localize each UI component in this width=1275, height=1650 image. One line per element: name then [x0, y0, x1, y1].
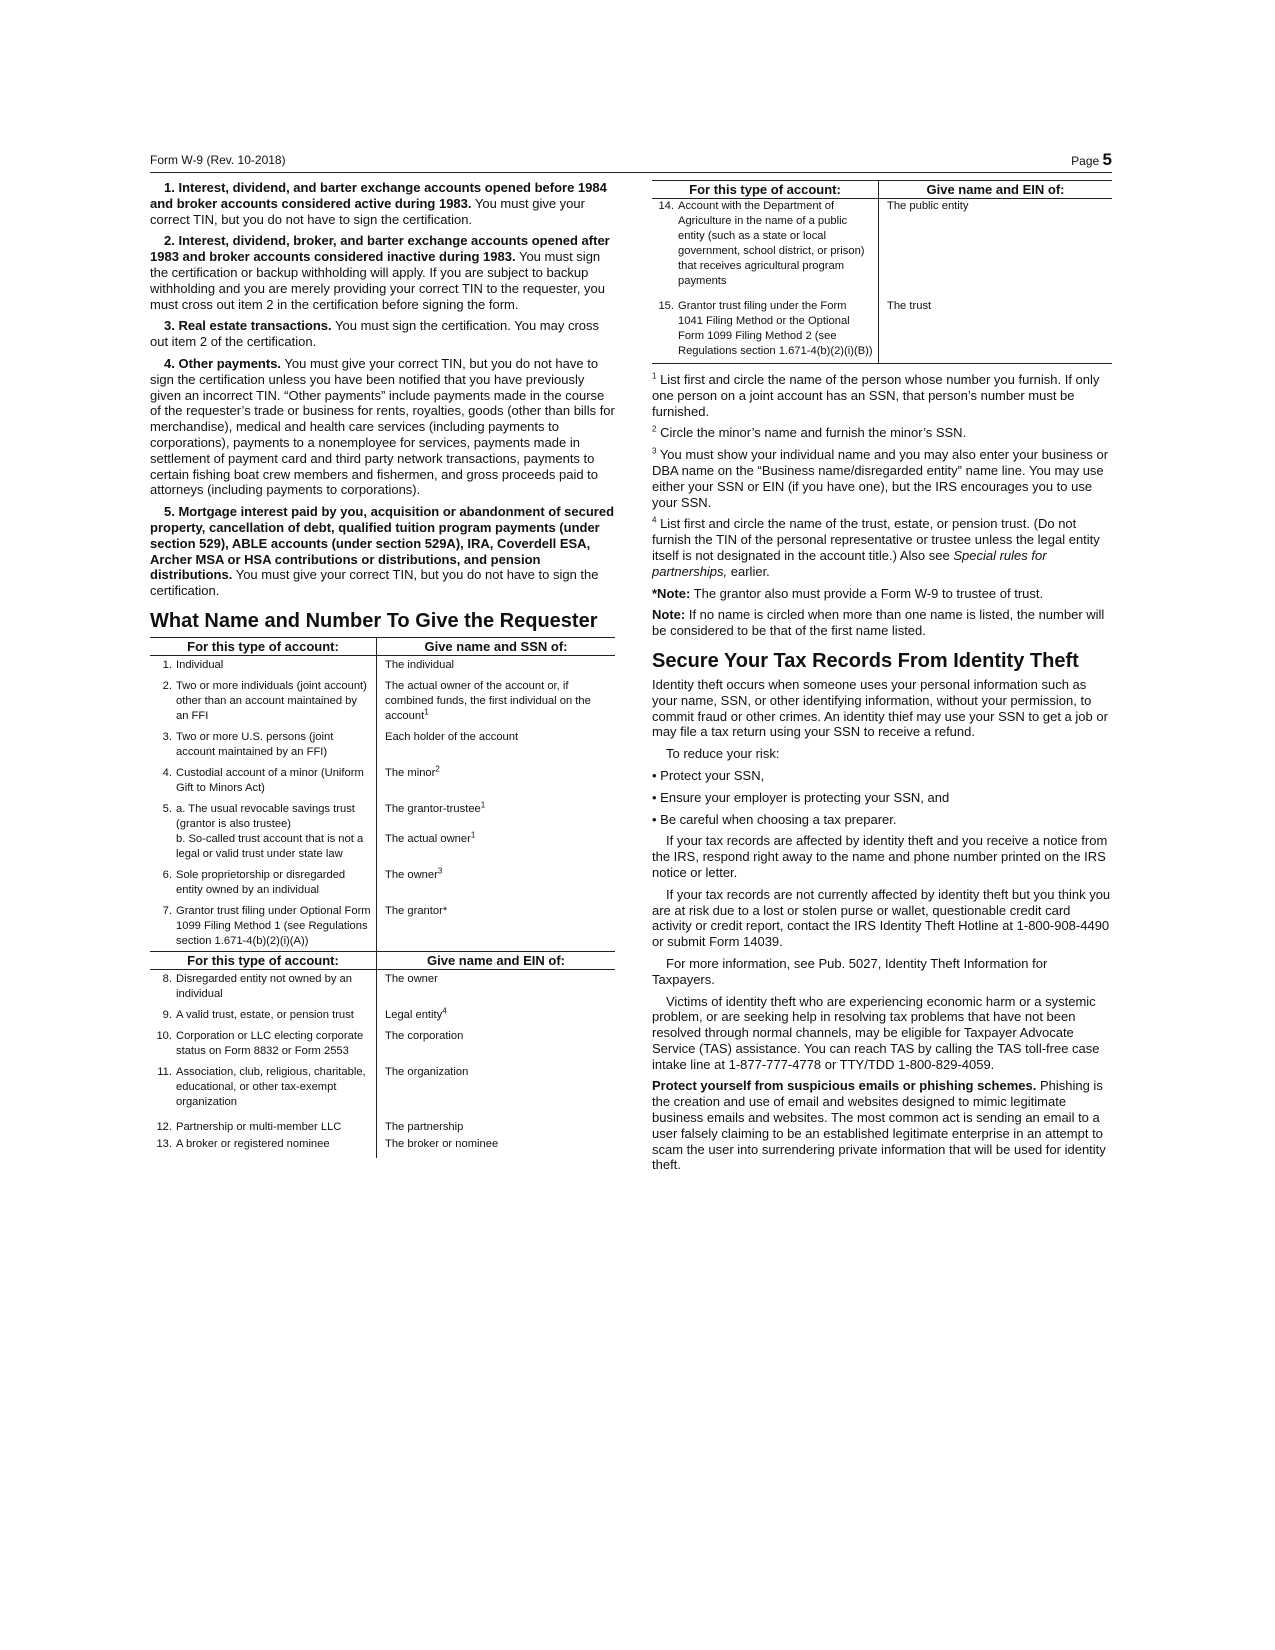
paragraph-2	[150, 233, 615, 312]
paragraph-1-bold: 1. Interest, dividend, and barter exchange accounts opened before 1984 and broker accounts considered active during 1983.	[150, 180, 607, 211]
paragraph-3-bold: 3. Real estate transactions.	[164, 318, 332, 334]
left-column	[150, 180, 615, 1158]
footnote-text-end: earlier.	[727, 563, 770, 579]
footnote-mark: 3	[652, 446, 657, 456]
note-circled	[652, 607, 1112, 639]
give-name: The corporation	[385, 1029, 464, 1042]
paragraph-3	[150, 318, 615, 350]
footnote-text: List first and circle the name of the person whose number you furnish. If only one person on a joint account has an SSN, that person’s number must be furnished.	[652, 372, 1100, 419]
note-label: *Note:	[652, 585, 691, 601]
table-row	[150, 904, 615, 952]
footnote-ref: 2	[435, 764, 440, 774]
footnote-ref: 3	[437, 866, 443, 876]
paragraph-4	[150, 356, 615, 498]
table-row	[150, 832, 615, 868]
give-name: The organization	[385, 1065, 469, 1078]
footnote-ref: 1	[470, 830, 476, 840]
give-name: The owner	[385, 868, 438, 881]
account-type: A broker or registered nominee	[176, 1137, 330, 1150]
note-grantor	[652, 586, 1112, 602]
account-type: A valid trust, estate, or pension trust	[176, 1008, 354, 1021]
page-header	[150, 150, 1112, 173]
bullet-item: • Ensure your employer is protecting your SSN, and	[652, 789, 950, 805]
bullet-item: • Protect your SSN,	[652, 767, 765, 783]
ein-head-give: Give name and EIN of:	[879, 181, 1113, 199]
ssn-head-account: For this type of account:	[150, 637, 377, 655]
note-text: If no name is circled when more than one name is listed, the number will be considered to be that of the first name listed.	[652, 607, 1105, 639]
footnote-ref: 4	[442, 1006, 447, 1016]
give-name: The grantor-trustee	[385, 802, 481, 815]
give-name: The public entity	[887, 200, 969, 212]
account-type: a. The usual revocable savings trust (grantor is also trustee)	[176, 802, 355, 830]
paragraph-victims: Victims of identity theft who are experiencing economic harm or a systemic problem, or are seeking help in resolving tax problems that have not been resolved through normal channels, may be eligible for Taxpayer Advocate Service (TAS) assistance. You can reach TAS by calling the TAS toll-free case intake line at 1-877-777-4778 or TTY/TDD 1-800-829-4059.	[652, 993, 1100, 1072]
account-type: Grantor trust filing under the Form 1041 Filing Method or the Optional Form 1099 Filing Method 2 (see Regulations section 1.671-4(b)(2)(i)(B))	[678, 300, 873, 357]
phishing-bold: Protect yourself from suspicious emails or phishing schemes.	[652, 1078, 1037, 1094]
account-type: Sole proprietorship or disregarded entity owned by an individual	[176, 868, 346, 896]
paragraph-1-text: You must give your correct TIN, but you do not have to sign the certification.	[150, 195, 585, 227]
page-num: 5	[1102, 150, 1112, 169]
footnote-ref: 1	[424, 707, 429, 717]
give-name: The actual owner of the account or, if combined funds, the first individual on the account	[385, 679, 591, 722]
table-row	[150, 868, 615, 904]
table-bottom-rule	[652, 363, 1112, 364]
page-number	[1071, 150, 1112, 170]
footnote-text: Circle the minor’s name and furnish the minor’s SSN.	[656, 425, 967, 441]
account-type: Individual	[176, 658, 224, 671]
ein-table-header	[150, 951, 615, 969]
row-num: 15.	[658, 300, 674, 312]
row-num: 2.	[162, 679, 172, 692]
paragraph-at-risk: If your tax records are not currently affected by identity theft but you think you are at risk due to a lost or stolen purse or wallet, questionable credit card activity or credit report, contact the IRS Identity Theft Hotline at 1-800-908-4490 or submit Form 14039.	[652, 886, 1111, 950]
identity-theft-intro: Identity theft occurs when someone uses your personal information such as your name, SSN, or other identifying information, without your permission, to commit fraud or other crimes. An identity thief may use your SSN to get a job or may file a tax return using your SSN to receive a refund.	[652, 676, 1108, 740]
paragraph-4-bold: 4. Other payments.	[164, 355, 282, 371]
row-num: 11.	[157, 1065, 172, 1078]
paragraph-5-text: You must give your correct TIN, but you do not have to sign the certification.	[150, 567, 599, 599]
ein-head-account: For this type of account:	[652, 181, 879, 199]
give-name: Each holder of the account	[385, 730, 519, 743]
paragraph-5	[150, 504, 615, 599]
table-row	[150, 1137, 615, 1158]
table-row	[150, 1008, 615, 1029]
footnote-mark: 1	[652, 371, 657, 381]
table-row	[150, 679, 615, 730]
footnote-mark: 2	[652, 425, 657, 435]
row-num: 7.	[162, 904, 172, 917]
note-text: The grantor also must provide a Form W-9 to trustee of trust.	[690, 585, 1044, 601]
row-num: 12.	[156, 1120, 172, 1133]
ein-head-give: Give name and EIN of:	[377, 951, 616, 969]
give-name: The partnership	[385, 1120, 464, 1133]
account-type: b. So-called trust account that is not a legal or valid trust under state law	[176, 832, 364, 860]
table-row	[150, 802, 615, 832]
table-row	[150, 766, 615, 802]
table-row	[150, 730, 615, 766]
ssn-table-header	[150, 637, 615, 655]
table-row	[150, 1120, 615, 1137]
account-type: Custodial account of a minor (Uniform Gift to Minors Act)	[176, 766, 364, 794]
account-type: Grantor trust filing under Optional Form 1099 Filing Method 1 (see Regulations section 1.671-4(b)(2)(i)(A))	[176, 904, 371, 947]
row-num: 1.	[162, 658, 172, 671]
footnote-text: List first and circle the name of the trust, estate, or pension trust. (Do not furnish the TIN of the personal representative or trustee unless the legal entity itself is not designated in the account title.) Also see	[652, 516, 1100, 563]
footnote-mark: 4	[652, 516, 657, 526]
row-num: 10.	[156, 1029, 172, 1042]
paragraph-affected: If your tax records are affected by identity theft and you receive a notice from the IRS, respond right away to the name and phone number printed on the IRS notice or letter.	[652, 833, 1108, 880]
give-name: The actual owner	[385, 832, 471, 845]
ssn-head-give: Give name and SSN of:	[377, 637, 616, 655]
paragraph-2-text: You must sign the certification or backup withholding will apply. If you are subject to backup withholding and you are merely providing your correct TIN to the requester, you must cross out item 2 in the certification before signing the form.	[150, 249, 605, 312]
footnote-2	[652, 425, 1112, 441]
row-num: 6.	[162, 868, 172, 881]
bullet-item: • Be careful when choosing a tax preparer.	[652, 811, 897, 827]
ein-table-continued	[652, 180, 1112, 363]
ein-head-account: For this type of account:	[150, 951, 377, 969]
give-name: The broker or nominee	[385, 1137, 499, 1150]
paragraph-more-info: For more information, see Pub. 5027, Identity Theft Information for Taxpayers.	[652, 955, 1048, 987]
row-num: 5.	[162, 802, 172, 815]
section-heading-requester: What Name and Number To Give the Requester	[150, 609, 598, 632]
ein-table-header	[652, 181, 1112, 199]
give-name: The grantor*	[385, 904, 448, 917]
row-num: 14.	[658, 200, 674, 212]
account-type: Account with the Department of Agriculture in the name of a public entity (such as a state or local government, school district, or prison) that receives agricultural program payments	[678, 200, 865, 287]
paragraph-1	[150, 180, 615, 227]
table-row	[150, 1029, 615, 1065]
table-row	[652, 299, 1112, 363]
give-name: The trust	[887, 300, 932, 312]
row-num: 4.	[162, 766, 172, 779]
account-type: Partnership or multi-member LLC	[176, 1120, 342, 1133]
account-type: Two or more U.S. persons (joint account maintained by an FFI)	[176, 730, 334, 758]
table-row	[652, 199, 1112, 300]
note-label: Note:	[652, 607, 686, 623]
section-heading-identity-theft: Secure Your Tax Records From Identity Theft	[652, 649, 1079, 672]
reduce-risk: To reduce your risk:	[666, 746, 780, 762]
special-rules-ref: Special rules for partnerships,	[652, 547, 1047, 579]
account-type: Disregarded entity not owned by an individual	[176, 972, 353, 1000]
row-num: 9.	[162, 1008, 172, 1021]
form-revision: Form W-9 (Rev. 10-2018)	[150, 153, 286, 167]
paragraph-4-text: You must give your correct TIN, but you do not have to sign the certification unless you have been notified that you have previously given an incorrect TIN. “Other payments” include payments made in the course of the requester’s trade or business for rents, royalties, goods (other than bills for merchandise), medical and health care services (including payments to corporations), payments to a nonemployee for services, payments made in settlement of payment card and third party network transactions, payments to certain fishing boat crew members and fishermen, and gross proceeds paid to attorneys (including payments to corporations).	[150, 355, 615, 498]
paragraph-2-bold: 2. Interest, dividend, broker, and barter exchange accounts opened after 1983 and broker accounts considered inactive during 1983.	[150, 233, 610, 265]
right-column	[652, 180, 1112, 1179]
footnote-1	[652, 372, 1112, 419]
table-row	[150, 969, 615, 1008]
paragraph-5-bold: 5. Mortgage interest paid by you, acquisition or abandonment of secured property, cancellation of debt, qualified tuition program payments (under section 529), ABLE accounts (under section 529A), IRA, Coverdell ESA, Archer MSA or HSA contributions or distributions, and pension distributions.	[150, 504, 615, 583]
give-name: Legal entity	[385, 1008, 443, 1021]
give-name: The individual	[385, 658, 455, 671]
footnote-3	[652, 447, 1112, 510]
phishing-text: Phishing is the creation and use of email and websites designed to mimic legitimate business emails and websites. The most common act is sending an email to a user falsely claiming to be an established legitimate enterprise in an attempt to scam the user into surrendering private information that will be used for identity theft.	[652, 1078, 1106, 1173]
paragraph-phishing	[652, 1078, 1112, 1173]
table-row	[150, 1065, 615, 1120]
ssn-table	[150, 637, 615, 1158]
table-row	[150, 655, 615, 679]
give-name: The minor	[385, 766, 436, 779]
account-type: Association, club, religious, charitable, educational, or other tax-exempt organization	[176, 1065, 366, 1108]
account-type: Two or more individuals (joint account) other than an account maintained by an FFI	[176, 679, 367, 722]
row-num: 13.	[156, 1137, 172, 1150]
row-num: 8.	[162, 972, 172, 985]
page-word: Page	[1071, 154, 1100, 168]
footnote-4	[652, 516, 1112, 579]
footnote-text: You must show your individual name and you may also enter your business or DBA name on the “Business name/disregarded entity” name line. You may use either your SSN or EIN (if you have one), but the IRS encourages you to use your SSN.	[652, 447, 1109, 510]
footnote-ref: 1	[480, 800, 486, 810]
paragraph-3-text: You must sign the certification. You may cross out item 2 of the certification.	[150, 318, 600, 350]
row-num: 3.	[162, 730, 172, 743]
give-name: The owner	[385, 972, 438, 985]
account-type: Corporation or LLC electing corporate status on Form 8832 or Form 2553	[176, 1029, 364, 1057]
